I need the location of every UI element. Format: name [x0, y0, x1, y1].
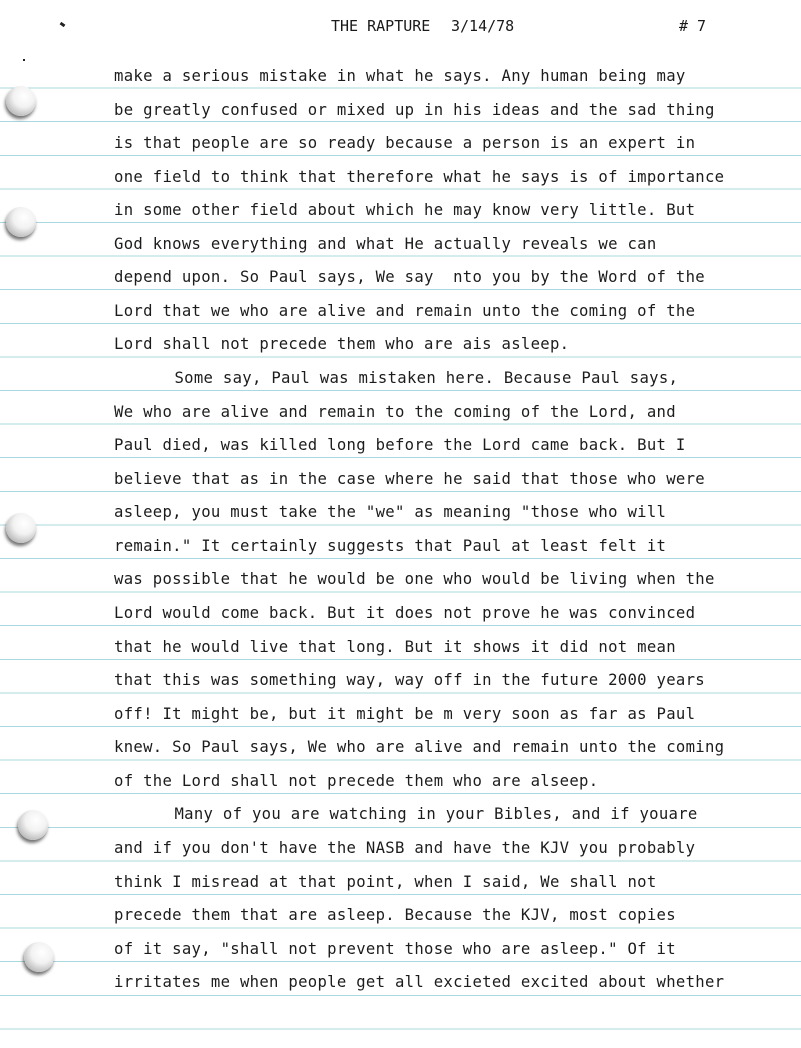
binder-hole-4 [18, 810, 48, 840]
text-line: precede them that are asleep. Because the KJV, most copies [114, 906, 676, 924]
binder-hole-5 [24, 942, 54, 972]
page-number: # 7 [679, 17, 707, 35]
text-line: that this was something way, way off in the future 2000 years [114, 671, 705, 689]
text-line: knew. So Paul says, We who are alive and remain unto the coming [114, 738, 725, 756]
binder-hole-3 [6, 513, 36, 543]
text-line: Lord would come back. But it does not prove he was convinced [114, 604, 696, 622]
text-line: believe that as in the case where he said that those who were [114, 470, 705, 488]
text-line: Lord that we who are alive and remain unto the coming of the [114, 302, 696, 320]
binder-hole-2 [6, 207, 36, 237]
text-line: and if you don't have the NASB and have the KJV you probably [114, 839, 696, 857]
text-line: think I misread at that point, when I said, We shall not [114, 873, 657, 891]
text-line: irritates me when people get all excieted excited about whether [114, 973, 725, 991]
text-line: off! It might be, but it might be m very soon as far as Paul [114, 705, 696, 723]
text-line: Many of you are watching in your Bibles, and if youare [126, 805, 698, 823]
text-line: depend upon. So Paul says, We say nto you by the Word of the [114, 268, 705, 286]
text-line: remain." It certainly suggests that Paul at least felt it [114, 537, 667, 555]
binder-hole-1 [6, 86, 36, 116]
text-line: of the Lord shall not precede them who are alseep. [114, 772, 599, 790]
text-line: one field to think that therefore what he says is of importance [114, 168, 725, 186]
text-line: Lord shall not precede them who are ais asleep. [114, 335, 570, 353]
text-line: asleep, you must take the "we" as meaning "those who will [114, 503, 667, 521]
text-line: We who are alive and remain to the coming of the Lord, and [114, 403, 676, 421]
stray-mark-left-dot [23, 59, 25, 61]
text-line: be greatly confused or mixed up in his ideas and the sad thing [114, 101, 715, 119]
text-line: is that people are so ready because a person is an expert in [114, 134, 696, 152]
page-header [0, 17, 801, 39]
text-line: make a serious mistake in what he says. Any human being may [114, 67, 686, 85]
text-line: Paul died, was killed long before the Lord came back. But I [114, 436, 686, 454]
document-title: THE RAPTURE [331, 17, 431, 35]
text-line: was possible that he would be one who would be living when the [114, 570, 715, 588]
text-line: that he would live that long. But it shows it did not mean [114, 638, 676, 656]
text-line: of it say, "shall not prevent those who are asleep." Of it [114, 940, 676, 958]
text-line: Some say, Paul was mistaken here. Because Paul says, [126, 369, 679, 387]
document-date: 3/14/78 [451, 17, 515, 35]
text-line: God knows everything and what He actually reveals we can [114, 235, 657, 253]
text-line: in some other field about which he may know very little. But [114, 201, 696, 219]
